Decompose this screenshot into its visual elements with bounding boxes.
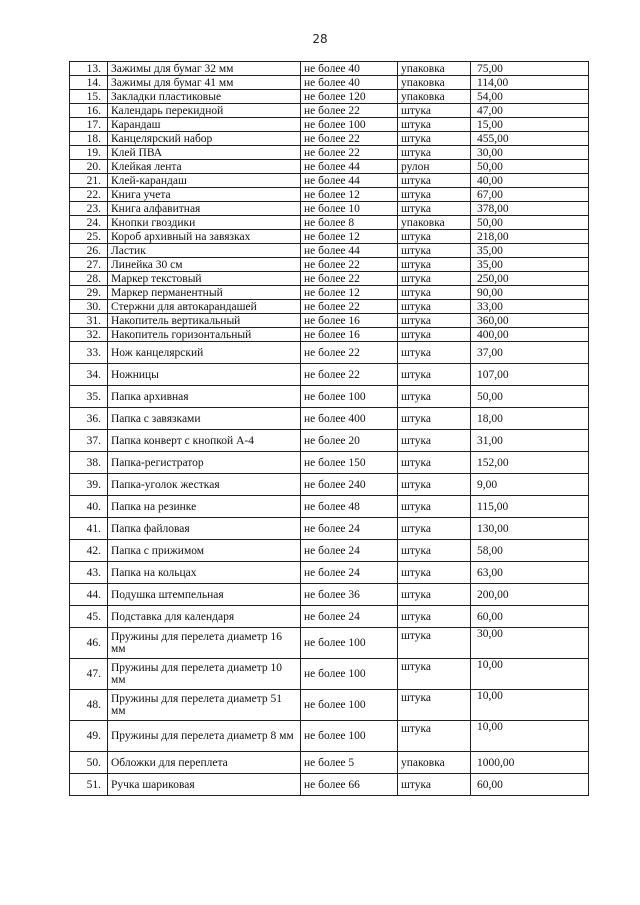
item-name: Книга алфавитная	[108, 202, 301, 216]
item-name: Папка файловая	[108, 518, 301, 540]
item-name: Ножницы	[108, 364, 301, 386]
item-price: 10,00	[471, 690, 589, 721]
item-price: 63,00	[471, 562, 589, 584]
item-unit: штука	[398, 606, 471, 628]
item-unit: штука	[398, 132, 471, 146]
table-row	[70, 540, 589, 562]
item-price: 250,00	[471, 272, 589, 286]
row-number: 25.	[70, 230, 108, 244]
item-quantity: не более 12	[301, 230, 398, 244]
row-number: 41.	[70, 518, 108, 540]
table-row	[70, 146, 589, 160]
item-name: Подушка штемпельная	[108, 584, 301, 606]
item-price: 360,00	[471, 314, 589, 328]
table-row	[70, 721, 589, 752]
item-price: 54,00	[471, 90, 589, 104]
item-price: 50,00	[471, 216, 589, 230]
item-quantity: не более 36	[301, 584, 398, 606]
row-number: 50.	[70, 752, 108, 774]
item-quantity: не более 5	[301, 752, 398, 774]
item-quantity: не более 20	[301, 430, 398, 452]
item-quantity: не более 100	[301, 628, 398, 659]
item-unit: штука	[398, 659, 471, 690]
table-row	[70, 202, 589, 216]
item-price: 107,00	[471, 364, 589, 386]
item-unit: штука	[398, 474, 471, 496]
item-quantity: не более 24	[301, 518, 398, 540]
item-unit: штука	[398, 386, 471, 408]
item-quantity: не более 66	[301, 774, 398, 796]
item-name: Маркер перманентный	[108, 286, 301, 300]
row-number: 51.	[70, 774, 108, 796]
row-number: 14.	[70, 76, 108, 90]
item-price: 90,00	[471, 286, 589, 300]
item-quantity: не более 8	[301, 216, 398, 230]
item-price: 130,00	[471, 518, 589, 540]
item-name: Зажимы для бумаг 32 мм	[108, 62, 301, 76]
item-price: 114,00	[471, 76, 589, 90]
item-name: Папка-уголок жесткая	[108, 474, 301, 496]
table-row	[70, 628, 589, 659]
item-price: 152,00	[471, 452, 589, 474]
table-row	[70, 386, 589, 408]
item-unit: штука	[398, 342, 471, 364]
item-quantity: не более 40	[301, 76, 398, 90]
item-name: Нож канцелярский	[108, 342, 301, 364]
row-number: 13.	[70, 62, 108, 76]
item-name: Пружины для перелета диаметр 8 мм	[108, 721, 301, 752]
item-price: 9,00	[471, 474, 589, 496]
item-quantity: не более 400	[301, 408, 398, 430]
item-quantity: не более 240	[301, 474, 398, 496]
row-number: 45.	[70, 606, 108, 628]
item-unit: штука	[398, 104, 471, 118]
table-row	[70, 286, 589, 300]
item-price: 455,00	[471, 132, 589, 146]
item-price: 75,00	[471, 62, 589, 76]
table-row	[70, 244, 589, 258]
item-name: Карандаш	[108, 118, 301, 132]
item-quantity: не более 22	[301, 300, 398, 314]
item-name: Стержни для автокарандашей	[108, 300, 301, 314]
item-price: 30,00	[471, 628, 589, 659]
item-quantity: не более 10	[301, 202, 398, 216]
table-row	[70, 364, 589, 386]
table-row	[70, 452, 589, 474]
page-number: 28	[312, 32, 328, 46]
item-name: Линейка 30 см	[108, 258, 301, 272]
table-row	[70, 774, 589, 796]
item-unit: штука	[398, 300, 471, 314]
item-price: 15,00	[471, 118, 589, 132]
item-quantity: не более 44	[301, 244, 398, 258]
item-quantity: не более 48	[301, 496, 398, 518]
item-name: Ручка шариковая	[108, 774, 301, 796]
table-row	[70, 160, 589, 174]
item-name: Обложки для переплета	[108, 752, 301, 774]
table-row	[70, 230, 589, 244]
row-number: 26.	[70, 244, 108, 258]
item-price: 67,00	[471, 188, 589, 202]
row-number: 38.	[70, 452, 108, 474]
item-quantity: не более 12	[301, 286, 398, 300]
item-quantity: не более 40	[301, 62, 398, 76]
item-unit: штука	[398, 230, 471, 244]
item-quantity: не более 100	[301, 659, 398, 690]
table-row	[70, 584, 589, 606]
table-row	[70, 258, 589, 272]
item-name: Подставка для календаря	[108, 606, 301, 628]
item-name: Ластик	[108, 244, 301, 258]
item-name: Пружины для перелета диаметр 10 мм	[108, 659, 301, 690]
item-price: 50,00	[471, 386, 589, 408]
row-number: 46.	[70, 628, 108, 659]
row-number: 16.	[70, 104, 108, 118]
item-unit: штука	[398, 408, 471, 430]
item-quantity: не более 24	[301, 540, 398, 562]
item-price: 30,00	[471, 146, 589, 160]
item-price: 400,00	[471, 328, 589, 342]
row-number: 23.	[70, 202, 108, 216]
item-unit: упаковка	[398, 752, 471, 774]
item-unit: штука	[398, 244, 471, 258]
items-table	[69, 61, 589, 796]
item-quantity: не более 24	[301, 606, 398, 628]
row-number: 24.	[70, 216, 108, 230]
item-quantity: не более 22	[301, 258, 398, 272]
row-number: 32.	[70, 328, 108, 342]
table-row	[70, 104, 589, 118]
table-row	[70, 752, 589, 774]
item-quantity: не более 22	[301, 132, 398, 146]
row-number: 18.	[70, 132, 108, 146]
table-row	[70, 342, 589, 364]
item-price: 31,00	[471, 430, 589, 452]
item-quantity: не более 22	[301, 342, 398, 364]
item-name: Пружины для перелета диаметр 51 мм	[108, 690, 301, 721]
table-row	[70, 328, 589, 342]
row-number: 21.	[70, 174, 108, 188]
item-quantity: не более 100	[301, 690, 398, 721]
item-price: 35,00	[471, 258, 589, 272]
item-price: 35,00	[471, 244, 589, 258]
table-row	[70, 474, 589, 496]
item-unit: штука	[398, 690, 471, 721]
item-price: 1000,00	[471, 752, 589, 774]
row-number: 29.	[70, 286, 108, 300]
row-number: 49.	[70, 721, 108, 752]
item-quantity: не более 120	[301, 90, 398, 104]
item-name: Папка на кольцах	[108, 562, 301, 584]
table-row	[70, 300, 589, 314]
item-unit: штука	[398, 364, 471, 386]
table-row	[70, 132, 589, 146]
item-name: Кнопки гвоздики	[108, 216, 301, 230]
item-name: Папка конверт с кнопкой А-4	[108, 430, 301, 452]
item-unit: штука	[398, 188, 471, 202]
item-unit: упаковка	[398, 76, 471, 90]
table-row	[70, 690, 589, 721]
item-quantity: не более 100	[301, 118, 398, 132]
table-row	[70, 174, 589, 188]
item-price: 60,00	[471, 774, 589, 796]
row-number: 20.	[70, 160, 108, 174]
item-name: Календарь перекидной	[108, 104, 301, 118]
item-unit: штука	[398, 286, 471, 300]
item-price: 378,00	[471, 202, 589, 216]
item-unit: штука	[398, 174, 471, 188]
table-row	[70, 408, 589, 430]
row-number: 15.	[70, 90, 108, 104]
item-price: 60,00	[471, 606, 589, 628]
item-name: Пружины для перелета диаметр 16 мм	[108, 628, 301, 659]
row-number: 42.	[70, 540, 108, 562]
item-quantity: не более 16	[301, 314, 398, 328]
item-price: 10,00	[471, 721, 589, 752]
row-number: 37.	[70, 430, 108, 452]
item-quantity: не более 16	[301, 328, 398, 342]
table-row	[70, 118, 589, 132]
item-name: Папка архивная	[108, 386, 301, 408]
table-row	[70, 496, 589, 518]
item-price: 115,00	[471, 496, 589, 518]
row-number: 43.	[70, 562, 108, 584]
item-name: Папка с завязками	[108, 408, 301, 430]
item-unit: штука	[398, 518, 471, 540]
item-unit: штука	[398, 258, 471, 272]
table-row	[70, 562, 589, 584]
item-name: Канцелярский набор	[108, 132, 301, 146]
item-name: Книга учета	[108, 188, 301, 202]
item-unit: штука	[398, 202, 471, 216]
item-quantity: не более 44	[301, 174, 398, 188]
item-price: 50,00	[471, 160, 589, 174]
item-name: Папка-регистратор	[108, 452, 301, 474]
row-number: 35.	[70, 386, 108, 408]
item-name: Накопитель горизонтальный	[108, 328, 301, 342]
item-unit: упаковка	[398, 62, 471, 76]
item-unit: штука	[398, 452, 471, 474]
item-price: 18,00	[471, 408, 589, 430]
item-price: 10,00	[471, 659, 589, 690]
item-unit: рулон	[398, 160, 471, 174]
item-unit: штука	[398, 146, 471, 160]
row-number: 33.	[70, 342, 108, 364]
row-number: 28.	[70, 272, 108, 286]
item-price: 58,00	[471, 540, 589, 562]
item-name: Короб архивный на завязках	[108, 230, 301, 244]
row-number: 34.	[70, 364, 108, 386]
item-unit: штука	[398, 628, 471, 659]
item-unit: штука	[398, 562, 471, 584]
table-row	[70, 314, 589, 328]
table-row	[70, 76, 589, 90]
table-row	[70, 659, 589, 690]
table-row	[70, 188, 589, 202]
row-number: 40.	[70, 496, 108, 518]
item-unit: упаковка	[398, 216, 471, 230]
item-name: Закладки пластиковые	[108, 90, 301, 104]
item-unit: штука	[398, 118, 471, 132]
row-number: 44.	[70, 584, 108, 606]
items-table-body	[70, 62, 589, 796]
item-quantity: не более 22	[301, 146, 398, 160]
row-number: 30.	[70, 300, 108, 314]
item-quantity: не более 12	[301, 188, 398, 202]
item-name: Папка на резинке	[108, 496, 301, 518]
item-price: 47,00	[471, 104, 589, 118]
item-quantity: не более 44	[301, 160, 398, 174]
item-price: 37,00	[471, 342, 589, 364]
row-number: 39.	[70, 474, 108, 496]
row-number: 31.	[70, 314, 108, 328]
item-unit: штука	[398, 774, 471, 796]
item-name: Клей-карандаш	[108, 174, 301, 188]
table-row	[70, 430, 589, 452]
row-number: 17.	[70, 118, 108, 132]
item-quantity: не более 24	[301, 562, 398, 584]
item-unit: штука	[398, 328, 471, 342]
item-price: 200,00	[471, 584, 589, 606]
item-unit: штука	[398, 496, 471, 518]
item-name: Накопитель вертикальный	[108, 314, 301, 328]
row-number: 22.	[70, 188, 108, 202]
table-row	[70, 216, 589, 230]
item-quantity: не более 22	[301, 272, 398, 286]
item-unit: штука	[398, 721, 471, 752]
item-quantity: не более 22	[301, 364, 398, 386]
item-quantity: не более 100	[301, 386, 398, 408]
item-quantity: не более 100	[301, 721, 398, 752]
table-row	[70, 272, 589, 286]
item-unit: штука	[398, 314, 471, 328]
item-unit: штука	[398, 430, 471, 452]
item-unit: упаковка	[398, 90, 471, 104]
item-price: 33,00	[471, 300, 589, 314]
item-name: Маркер текстовый	[108, 272, 301, 286]
item-name: Зажимы для бумаг 41 мм	[108, 76, 301, 90]
item-unit: штука	[398, 272, 471, 286]
row-number: 36.	[70, 408, 108, 430]
table-row	[70, 518, 589, 540]
item-quantity: не более 22	[301, 104, 398, 118]
item-name: Папка с прижимом	[108, 540, 301, 562]
row-number: 27.	[70, 258, 108, 272]
table-row	[70, 62, 589, 76]
item-unit: штука	[398, 584, 471, 606]
table-row	[70, 606, 589, 628]
item-name: Клей ПВА	[108, 146, 301, 160]
row-number: 47.	[70, 659, 108, 690]
item-unit: штука	[398, 540, 471, 562]
item-price: 40,00	[471, 174, 589, 188]
row-number: 48.	[70, 690, 108, 721]
item-price: 218,00	[471, 230, 589, 244]
item-name: Клейкая лента	[108, 160, 301, 174]
item-quantity: не более 150	[301, 452, 398, 474]
row-number: 19.	[70, 146, 108, 160]
table-row	[70, 90, 589, 104]
